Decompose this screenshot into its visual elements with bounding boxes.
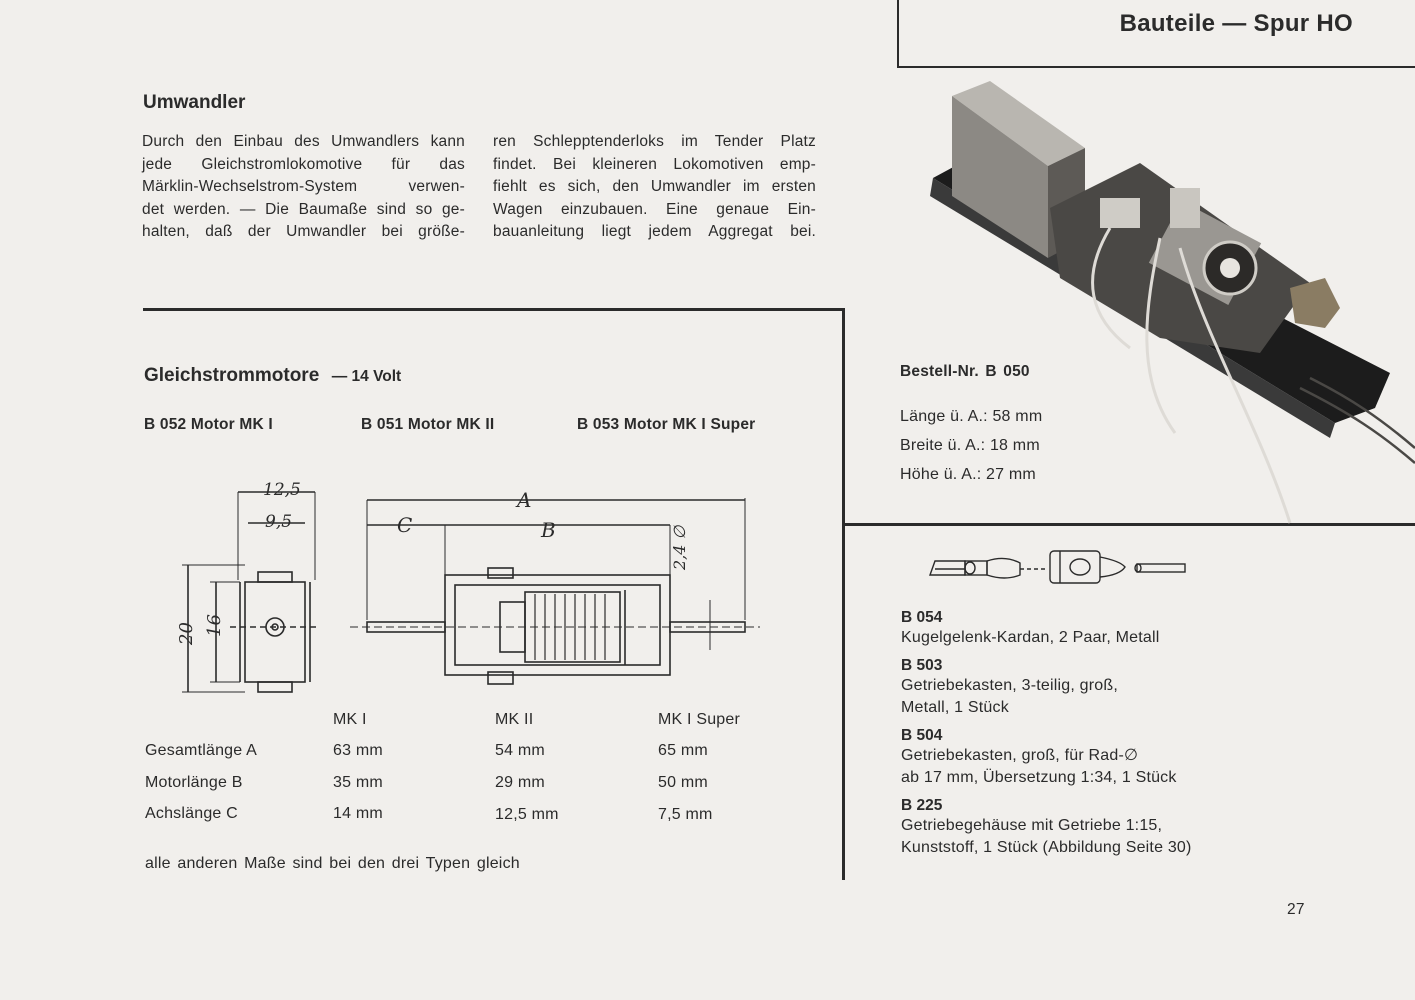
table-cell: 29 mm [495, 774, 545, 791]
table-cell: 12,5 mm [495, 806, 559, 823]
motors-heading-row [144, 365, 401, 387]
text-line: jede Gleichstromlokomotive für das [142, 155, 465, 173]
show-through-text [490, 92, 494, 109]
table-cell: 14 mm [333, 805, 383, 822]
dim-label-9-5: 9,5 [265, 512, 293, 532]
section-right-rule [842, 310, 845, 880]
motors-voltage: — 14 Volt [331, 368, 402, 385]
converter-photo [930, 78, 1415, 528]
table-cell: 35 mm [333, 774, 383, 791]
table-col-header: MK II [495, 711, 534, 728]
part-description: ab 17 mm, Übersetzung 1:34, 1 Stück [901, 769, 1177, 786]
text-line: Märklin-Wechselstrom-System verwen- [142, 178, 465, 195]
list-item [901, 657, 1321, 719]
part-code: B 503 [901, 657, 943, 674]
part-description: Getriebegehäuse mit Getriebe 1:15, [901, 817, 1163, 834]
part-description: Getriebekasten, groß, für Rad-∅ [901, 747, 1139, 764]
part-description: Metall, 1 Stück [901, 699, 1009, 716]
text-line: ren Schlepptenderloks im Tender Platz [493, 133, 816, 150]
table-col-header: MK I Super [658, 711, 741, 728]
motor-model-mk2: B 051 Motor MK II [361, 416, 495, 433]
section-top-rule [143, 308, 845, 311]
part-code: B 054 [901, 609, 943, 626]
part-code: B 225 [901, 797, 943, 814]
table-cell: 7,5 mm [658, 806, 713, 823]
page-number: 27 [1287, 901, 1305, 918]
motor-model-mk1-super: B 053 Motor MK I Super [577, 416, 756, 433]
table-row-label: Gesamtlänge A [145, 742, 257, 759]
front-view-body [245, 582, 305, 682]
dim-label-b: B [541, 518, 556, 542]
umwandler-text-col1 [142, 131, 465, 244]
motor-model-mk1: B 052 Motor MK I [144, 416, 273, 433]
table-cell: 50 mm [658, 774, 708, 791]
dimension-height: Höhe ü. A.: 27 mm [900, 466, 1036, 483]
dimension-width: Breite ü. A.: 18 mm [900, 437, 1040, 454]
text-line: halten, daß der Umwandler bei größe- [142, 223, 465, 240]
table-cell: 54 mm [495, 742, 545, 759]
umwandler-text-col2 [493, 131, 816, 244]
motor-technical-drawing [170, 470, 770, 700]
text-line: Wagen einzubauen. Eine genaue Ein- [493, 200, 816, 218]
text-line: findet. Bei kleineren Lokomotiven emp- [493, 155, 816, 173]
list-item [901, 609, 1321, 649]
table-cell: 63 mm [333, 742, 383, 759]
page-title: Bauteile — Spur HO [1119, 10, 1353, 37]
table-row-label: Achslänge C [145, 805, 238, 822]
dim-label-16: 16 [204, 614, 225, 637]
dim-label-20: 20 [176, 622, 197, 645]
dimension-length: Länge ü. A.: 58 mm [900, 408, 1043, 425]
dim-label-c: C [397, 513, 413, 537]
motors-heading: Gleichstrommotore [144, 365, 320, 386]
text-line: fiehlt es sich, den Umwandler im ersten [493, 178, 816, 195]
umwandler-heading: Umwandler [143, 92, 246, 113]
part-description: Getriebekasten, 3-teilig, groß, [901, 677, 1118, 694]
list-item [901, 797, 1321, 859]
list-item [901, 727, 1321, 789]
part-description: Kugelgelenk-Kardan, 2 Paar, Metall [901, 629, 1160, 646]
text-line: bauanleitung liegt jedem Aggregat bei. [493, 223, 816, 240]
part-description: Kunststoff, 1 Stück (Abbildung Seite 30) [901, 839, 1192, 856]
order-number: Bestell-Nr. B 050 [900, 363, 1030, 380]
text-line: Durch den Einbau des Umwandlers kann [142, 133, 465, 150]
dim-label-2-4: 2,4 ∅ [670, 525, 689, 570]
cardan-drawing [925, 547, 1190, 587]
dim-label-a: A [517, 488, 532, 512]
text-line: det werden. — Die Baumaße sind so ge- [142, 200, 465, 218]
part-code: B 504 [901, 727, 943, 744]
table-col-header: MK I [333, 711, 367, 728]
table-row-label: Motorlänge B [145, 774, 243, 791]
dim-label-12-5: 12,5 [263, 480, 301, 500]
table-cell: 65 mm [658, 742, 708, 759]
motors-footnote: alle anderen Maße sind bei den drei Typen gleich [145, 855, 520, 872]
parts-list [901, 609, 1321, 859]
